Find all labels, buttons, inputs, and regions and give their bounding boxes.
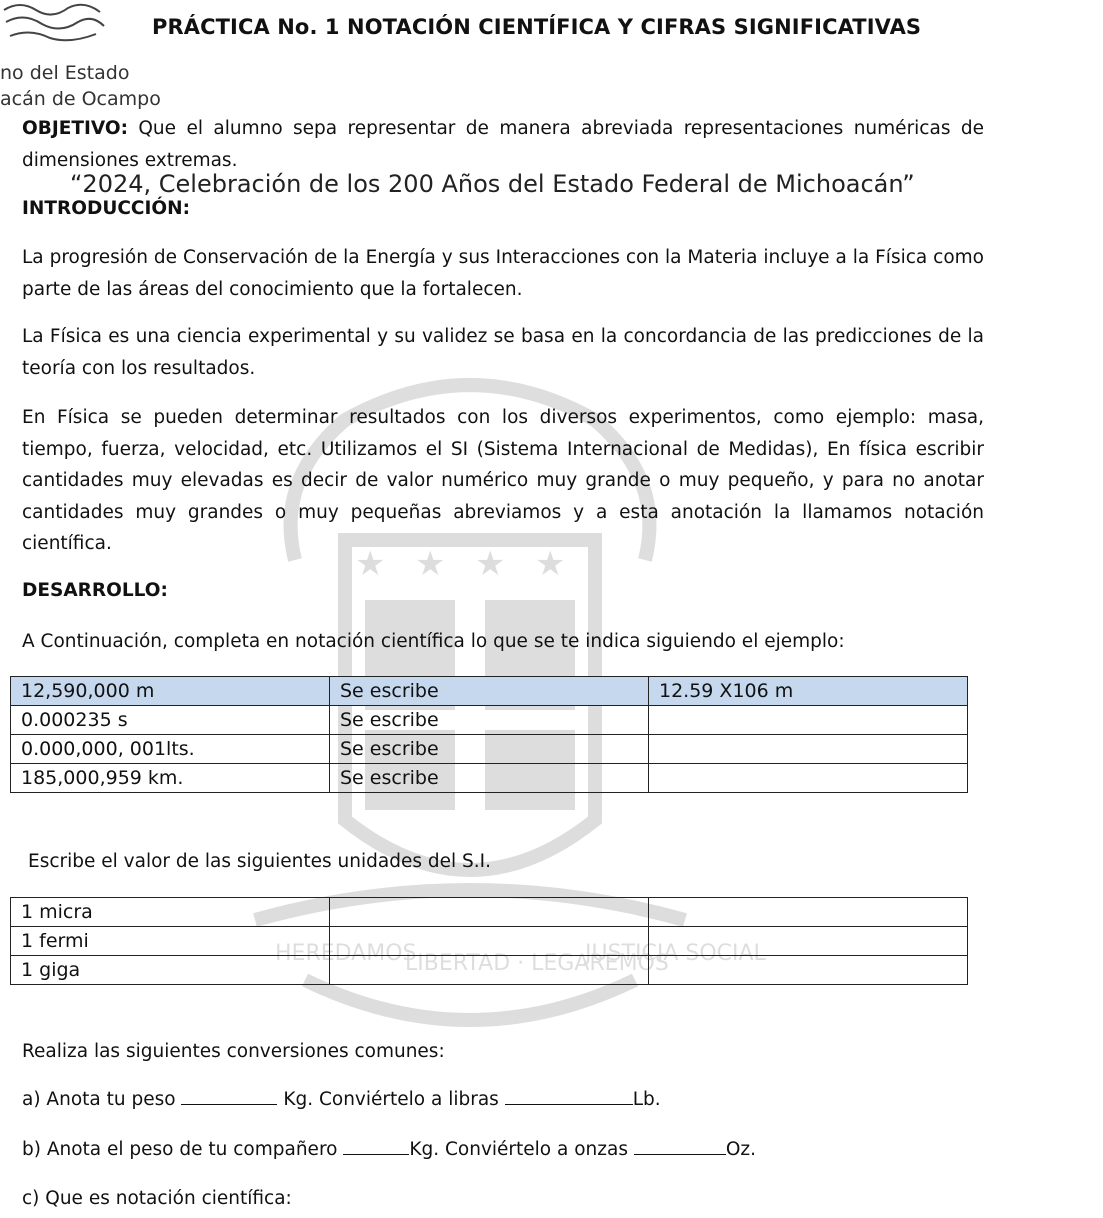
intro-paragraph-3: En Física se pueden determinar resultados con los diversos experimentos, como ejemplo: masa, tiempo, fuerza, velocidad, etc. Utilizamos el SI (Sistema Internacional de Medidas), En física escribir cantidades muy elevadas es decir de valor numérico muy grande o muy pequeño, y para no anotar cantidades muy grandes o muy pequeñas abreviamos y a esta anotación la llamamos notación científica. xyxy=(22,407,984,554)
table-cell: 1 giga xyxy=(11,956,330,985)
answer-cell[interactable] xyxy=(649,706,968,735)
answer-cell[interactable] xyxy=(330,956,649,985)
answer-cell[interactable] xyxy=(330,927,649,956)
government-logo xyxy=(0,0,110,46)
conversion-a xyxy=(22,1084,984,1116)
table-cell: 12,590,000 m xyxy=(11,677,330,706)
table-cell: 12.59 X106 m xyxy=(649,677,968,706)
table-cell: Se escribe xyxy=(330,677,649,706)
development-instruction: A Continuación, completa en notación científica lo que se te indica siguiendo el ejemplo: xyxy=(22,631,845,652)
table-cell: Se escribe xyxy=(330,764,649,793)
table-row xyxy=(11,706,968,735)
si-units-table xyxy=(10,897,968,985)
conversion-b-suffix: Oz. xyxy=(725,1139,757,1160)
table-cell: 0.000235 s xyxy=(11,706,330,735)
intro-paragraph-1: La progresión de Conservación de la Energía y sus Interacciones con la Materia incluye a la Física como parte de las áreas del conocimiento que la fortalecen. xyxy=(22,247,984,300)
objective-label: OBJETIVO: xyxy=(22,118,128,139)
conversions-heading: Realiza las siguientes conversiones comunes: xyxy=(22,1041,445,1062)
table-row xyxy=(11,927,968,956)
svg-text:★: ★ xyxy=(475,544,506,584)
table-cell: 1 fermi xyxy=(11,927,330,956)
conversion-a-suffix: Lb. xyxy=(632,1089,661,1110)
table-cell: 0.000,000, 001lts. xyxy=(11,735,330,764)
si-units-instruction: Escribe el valor de las siguientes unidades del S.I. xyxy=(28,851,491,872)
table-cell: Se escribe xyxy=(330,706,649,735)
answer-cell[interactable] xyxy=(649,898,968,927)
answer-cell[interactable] xyxy=(649,735,968,764)
government-name-line1: no del Estado xyxy=(0,62,130,84)
watermark-motto-left: HEREDAMOS xyxy=(275,941,417,966)
notation-table xyxy=(10,676,968,793)
page-title: PRÁCTICA No. 1 NOTACIÓN CIENTÍFICA Y CIFRAS SIGNIFICATIVAS xyxy=(152,15,922,39)
objective-text: Que el alumno sepa representar de manera abreviada representaciones numéricas de dimensiones extremas. xyxy=(22,118,984,171)
development-heading: DESARROLLO: xyxy=(22,580,168,601)
table-cell: 185,000,959 km. xyxy=(11,764,330,793)
conversion-b xyxy=(22,1134,984,1166)
conversion-b-prefix: b) Anota el peso de tu compañero xyxy=(22,1139,338,1160)
table-cell: Se escribe xyxy=(330,735,649,764)
table-row xyxy=(11,898,968,927)
partner-weight-oz-blank[interactable] xyxy=(634,1136,726,1155)
table-row xyxy=(11,677,968,706)
svg-text:★: ★ xyxy=(355,544,386,584)
conversion-a-mid: Kg. Conviértelo a libras xyxy=(283,1089,499,1110)
intro-heading: INTRODUCCIÓN: xyxy=(22,198,190,219)
watermark-motto-right: JUSTICIA SOCIAL xyxy=(585,941,766,966)
government-name-line2: acán de Ocampo xyxy=(0,88,161,110)
slogan: “2024, Celebración de los 200 Años del Estado Federal de Michoacán” xyxy=(70,170,915,198)
table-row xyxy=(11,735,968,764)
partner-weight-kg-blank[interactable] xyxy=(343,1136,409,1155)
weight-kg-blank[interactable] xyxy=(181,1086,277,1105)
answer-cell[interactable] xyxy=(330,898,649,927)
table-row xyxy=(11,764,968,793)
svg-text:★: ★ xyxy=(535,544,566,584)
weight-lb-blank[interactable] xyxy=(505,1086,633,1105)
conversion-b-mid: Kg. Conviértelo a onzas xyxy=(409,1139,628,1160)
watermark-motto-center: LIBERTAD · LEGAREMOS xyxy=(405,951,669,976)
answer-cell[interactable] xyxy=(649,927,968,956)
svg-text:★: ★ xyxy=(415,544,446,584)
table-cell: 1 micra xyxy=(11,898,330,927)
objective-paragraph xyxy=(22,113,984,176)
table-row xyxy=(11,956,968,985)
answer-cell[interactable] xyxy=(649,764,968,793)
conversion-a-prefix: a) Anota tu peso xyxy=(22,1089,176,1110)
answer-cell[interactable] xyxy=(649,956,968,985)
intro-paragraph-2: La Física es una ciencia experimental y su validez se basa en la concordancia de las predicciones de la teoría con los resultados. xyxy=(22,326,984,379)
conversion-c: c) Que es notación científica: xyxy=(22,1188,292,1209)
